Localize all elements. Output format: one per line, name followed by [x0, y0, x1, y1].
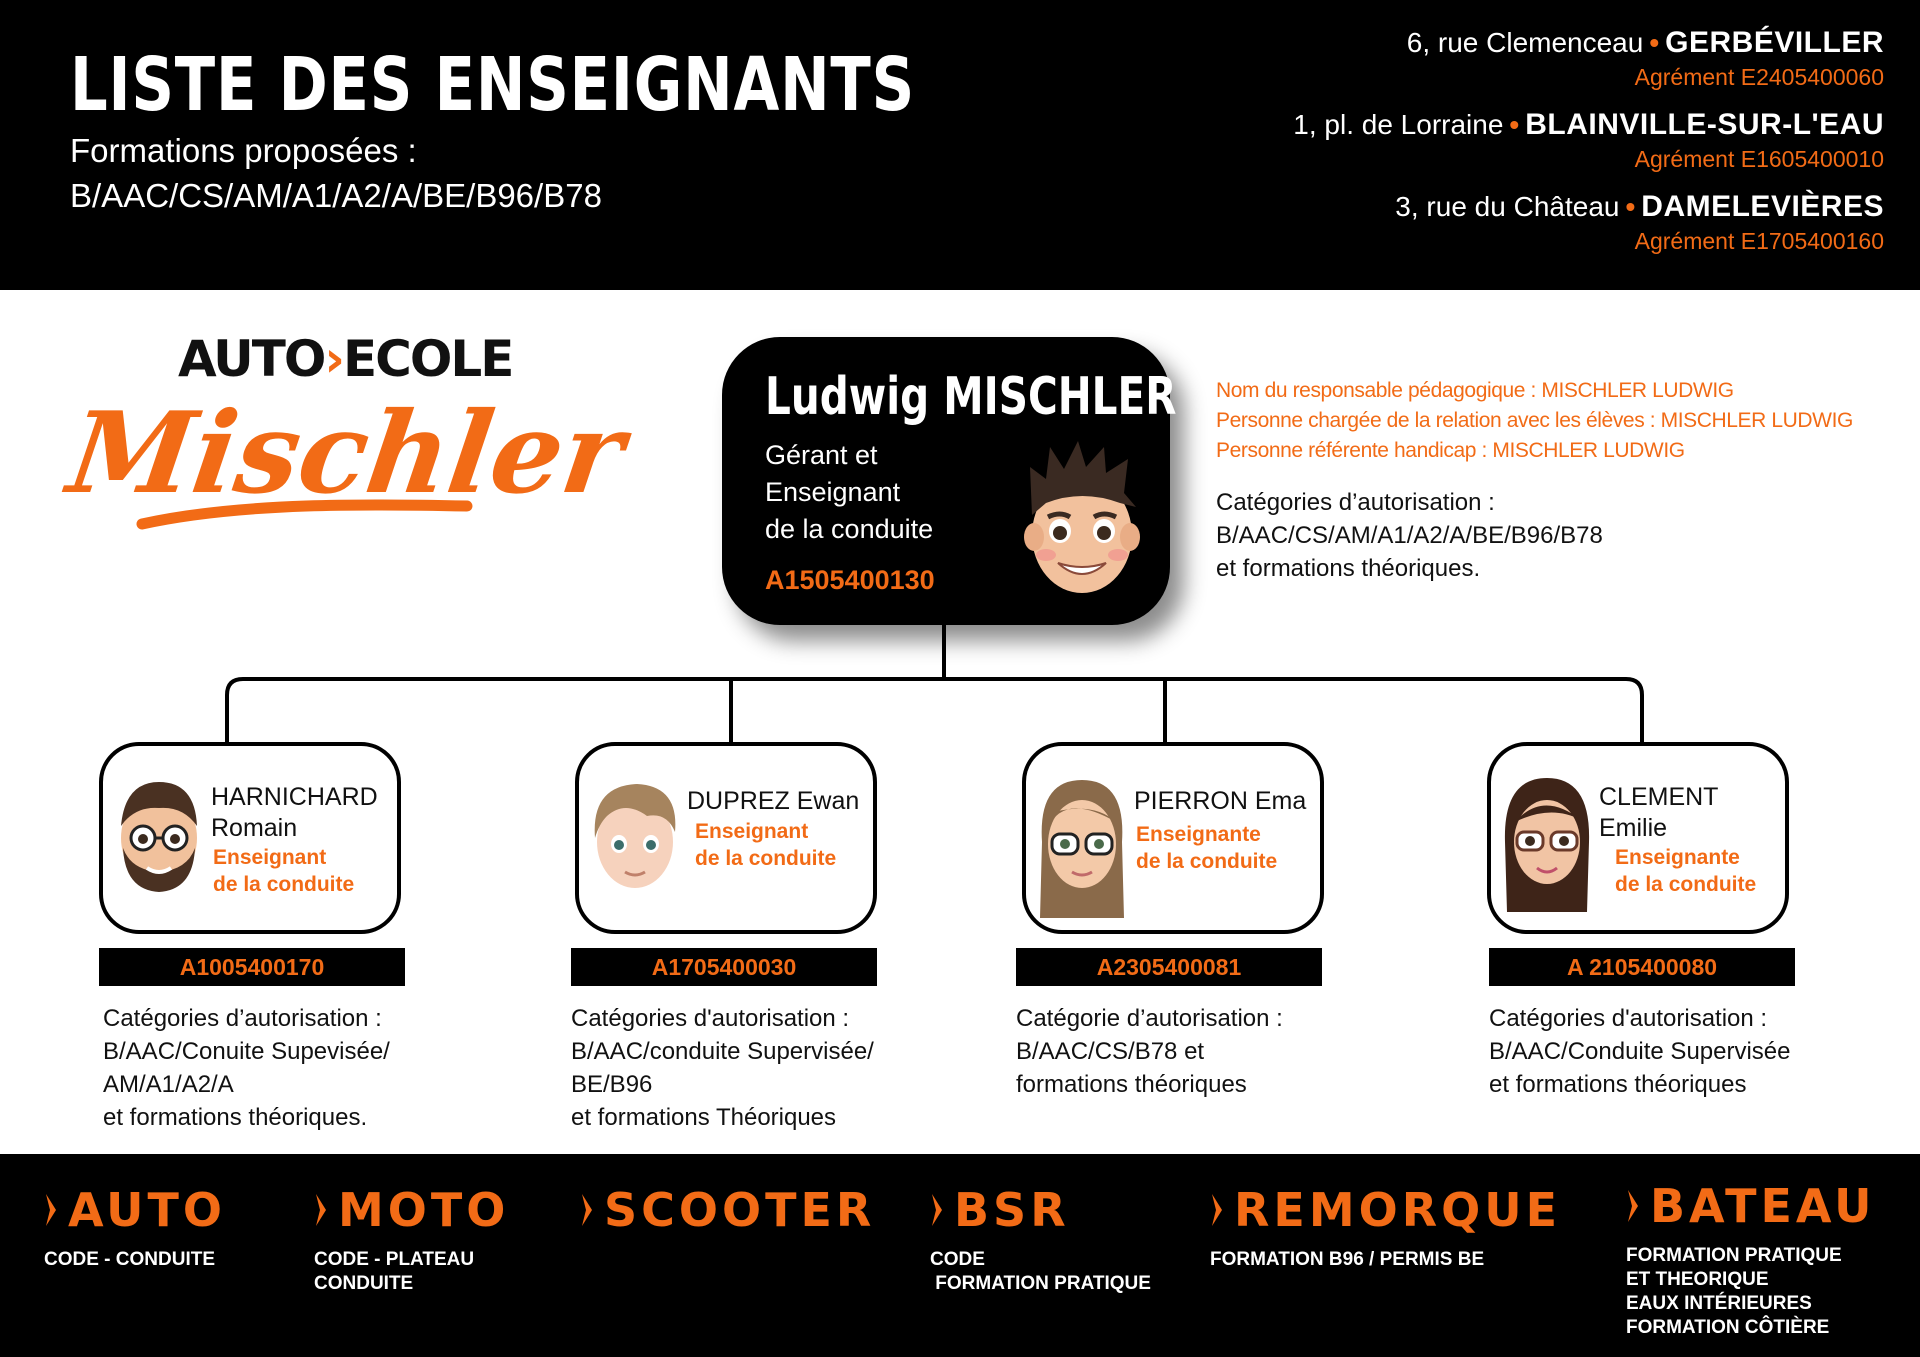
teacher-card-clement — [1487, 742, 1789, 934]
teacher-categories — [1489, 1002, 1791, 1101]
categories-line: AM/A1/A2/A — [103, 1071, 234, 1098]
manager-avatar — [1012, 437, 1152, 617]
chevron-right-icon — [1626, 1188, 1640, 1224]
categories-line: B/AAC/CS/B78 et — [1016, 1038, 1205, 1065]
logo-auto-text: AUTO — [178, 330, 325, 388]
teacher-name-line: DUPREZ Ewan — [687, 787, 860, 815]
teacher-avatar — [111, 772, 207, 902]
bullet-icon: • — [1509, 109, 1520, 140]
teacher-number: A1705400030 — [571, 948, 877, 986]
teacher-avatar — [1499, 772, 1595, 922]
teacher-role-line: Enseignant — [695, 820, 809, 843]
responsibilities-block — [1216, 376, 1853, 466]
service-sub-line: ET THEORIQUE — [1626, 1269, 1769, 1290]
categories-line: Catégories d'autorisation : — [571, 1005, 850, 1032]
address-gerbeviller — [1293, 24, 1884, 62]
categories-line: et formations Théoriques — [571, 1104, 837, 1131]
bullet-icon: • — [1649, 27, 1660, 58]
teacher-role-line: de la conduite — [1136, 850, 1278, 873]
logo-ecole-text: ECOLE — [342, 330, 513, 388]
teacher-role-line: Enseignante — [1615, 846, 1740, 869]
teacher-name — [1599, 782, 1718, 844]
responsibility-line: Personne référente handicap : MISCHLER LUDWIG — [1216, 439, 1685, 462]
address-blainville — [1293, 106, 1884, 144]
categories-line: B/AAC/Conduite Supervisée — [1489, 1038, 1791, 1065]
teacher-categories — [1016, 1002, 1283, 1101]
responsibility-line: Nom du responsable pédagogique : MISCHLER LUDWIG — [1216, 379, 1734, 402]
address-street: 1, pl. de Lorraine — [1293, 109, 1504, 140]
categories-line: et formations théoriques. — [103, 1104, 368, 1131]
service-moto — [314, 1184, 509, 1296]
teacher-name-line: CLEMENT — [1599, 783, 1719, 811]
teacher-avatar — [587, 772, 683, 902]
teacher-role — [213, 844, 354, 898]
manager-role-line: Enseignant — [765, 477, 901, 507]
teacher-categories — [571, 1002, 874, 1134]
teacher-number: A2305400081 — [1016, 948, 1322, 986]
service-sub-line: CONDUITE — [314, 1273, 414, 1294]
teacher-avatar — [1034, 772, 1130, 922]
bullet-icon: • — [1625, 191, 1636, 222]
chevron-right-icon — [1210, 1192, 1224, 1228]
manager-role-line: de la conduite — [765, 514, 934, 544]
categories-line: B/AAC/CS/AM/A1/A2/A/BE/B96/B78 — [1216, 522, 1603, 549]
service-auto — [44, 1184, 226, 1272]
chevron-right-icon — [314, 1192, 328, 1228]
service-title: REMORQUE — [1234, 1183, 1562, 1237]
address-city: GERBÉVILLER — [1665, 26, 1884, 59]
services-footer — [0, 1154, 1920, 1357]
service-sub-line: CODE — [930, 1249, 985, 1270]
categories-line: BE/B96 — [571, 1071, 653, 1098]
categories-line: Catégories d’autorisation : — [103, 1005, 382, 1032]
address-city: DAMELEVIÈRES — [1641, 190, 1884, 223]
chevron-right-icon — [44, 1192, 58, 1228]
categories-line: Catégories d'autorisation : — [1489, 1005, 1768, 1032]
manager-number: A1505400130 — [765, 565, 935, 595]
teacher-card-pierron — [1022, 742, 1324, 934]
teacher-card-duprez — [575, 742, 877, 934]
service-sub-line: FORMATION CÔTIÈRE — [1626, 1317, 1830, 1338]
logo-script — [61, 384, 632, 544]
teacher-card-harnichard — [99, 742, 401, 934]
service-bsr — [930, 1184, 1151, 1296]
manager-categories — [1216, 486, 1603, 585]
service-sub-line: CODE - CONDUITE — [44, 1249, 215, 1270]
chevron-right-icon — [930, 1192, 944, 1228]
teacher-name — [687, 786, 859, 817]
service-title: BSR — [954, 1183, 1070, 1237]
teacher-name — [1134, 786, 1306, 817]
service-title: MOTO — [338, 1183, 510, 1237]
teacher-role — [1136, 821, 1277, 875]
header-band — [0, 0, 1920, 290]
service-title: BATEAU — [1650, 1179, 1876, 1233]
service-sub-line: CODE - PLATEAU — [314, 1249, 475, 1270]
manager-role — [765, 437, 985, 548]
categories-line: Catégorie d’autorisation : — [1016, 1005, 1283, 1032]
address-agrement: Agrément E2405400060 — [1634, 64, 1884, 90]
teacher-role — [695, 818, 836, 872]
formations-label: Formations proposées : — [70, 132, 417, 169]
teacher-number: A1005400170 — [99, 948, 405, 986]
teacher-role-line: de la conduite — [1615, 873, 1757, 896]
categories-line: et formations théoriques. — [1216, 555, 1481, 582]
address-street: 3, rue du Château — [1395, 191, 1620, 222]
responsibility-line: Personne chargée de la relation avec les élèves : MISCHLER LUDWIG — [1216, 409, 1853, 432]
address-damelevieres — [1293, 188, 1884, 226]
address-agrement: Agrément E1705400160 — [1634, 228, 1884, 254]
teacher-role-line: Enseignant — [213, 846, 327, 869]
service-title: SCOOTER — [604, 1183, 876, 1237]
logo-wordmark — [178, 330, 512, 388]
service-scooter — [580, 1184, 875, 1236]
categories-line: formations théoriques — [1016, 1071, 1247, 1098]
address-street: 6, rue Clemenceau — [1406, 27, 1644, 58]
service-sub-line: FORMATION PRATIQUE — [930, 1273, 1151, 1294]
logo-chevron-icon: › — [324, 330, 343, 388]
formations-list: B/AAC/CS/AM/A1/A2/A/BE/B96/B78 — [70, 177, 602, 214]
service-bateau — [1626, 1180, 1875, 1340]
service-sub-line: FORMATION B96 / PERMIS BE — [1210, 1249, 1485, 1270]
chevron-right-icon — [580, 1192, 594, 1228]
manager-name: Ludwig MISCHLER — [765, 367, 1177, 427]
categories-line: B/AAC/Conuite Supevisée/ — [103, 1038, 390, 1065]
manager-card — [722, 337, 1177, 625]
service-remorque — [1210, 1184, 1561, 1272]
teacher-role — [1615, 844, 1756, 898]
address-agrement: Agrément E1605400010 — [1634, 146, 1884, 172]
teacher-role-line: de la conduite — [695, 847, 837, 870]
teacher-name-line: PIERRON Ema — [1134, 787, 1307, 815]
categories-line: Catégories d’autorisation : — [1216, 489, 1495, 516]
teacher-name — [211, 782, 378, 844]
teacher-categories — [103, 1002, 390, 1134]
categories-line: B/AAC/conduite Supervisée/ — [571, 1038, 874, 1065]
page-title: LISTE DES ENSEIGNANTS — [70, 42, 916, 128]
service-sub-line: EAUX INTÉRIEURES — [1626, 1293, 1812, 1314]
service-sub-line: FORMATION PRATIQUE — [1626, 1245, 1842, 1266]
formations-block — [70, 128, 602, 218]
teacher-name-line: Emilie — [1599, 814, 1668, 842]
manager-role-line: Gérant et — [765, 440, 878, 470]
teacher-role-line: Enseignante — [1136, 823, 1261, 846]
categories-line: et formations théoriques — [1489, 1071, 1747, 1098]
service-title: AUTO — [68, 1183, 227, 1237]
address-city: BLAINVILLE-SUR-L'EAU — [1525, 108, 1884, 141]
teacher-name-line: HARNICHARD — [211, 783, 378, 811]
logo-script-text: Mischler — [61, 386, 632, 519]
teacher-number: A 2105400080 — [1489, 948, 1795, 986]
teacher-role-line: de la conduite — [213, 873, 355, 896]
teacher-name-line: Romain — [211, 814, 298, 842]
addresses-block — [1293, 24, 1884, 270]
